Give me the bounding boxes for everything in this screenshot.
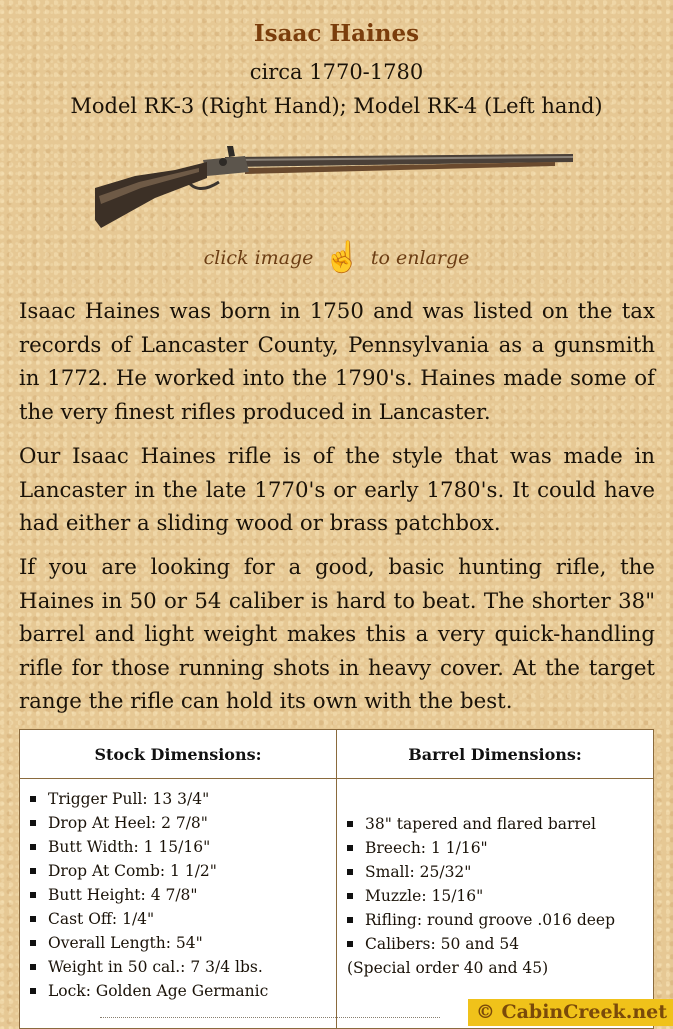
barrel-dimensions-cell (337, 779, 654, 1029)
rifle-image[interactable] (95, 140, 580, 235)
list-item: Breech: 1 1/16" (347, 836, 643, 860)
stock-dimensions-cell (20, 779, 337, 1029)
models-line: Model RK-3 (Right Hand); Model RK-4 (Left hand) (70, 94, 603, 118)
barrel-list (347, 812, 643, 956)
dimensions-table (19, 729, 654, 1029)
rifle-illustration (95, 140, 580, 235)
list-item: Rifling: round groove .016 deep (347, 908, 643, 932)
enlarge-text-after: to enlarge (370, 247, 470, 269)
stock-list (30, 787, 326, 1003)
list-item: Calibers: 50 and 54 (347, 932, 643, 956)
stock-dimensions-header: Stock Dimensions: (20, 730, 337, 779)
copyright-badge: © CabinCreek.net (468, 999, 673, 1026)
page-title: Isaac Haines (253, 20, 420, 47)
list-item: Lock: Golden Age Germanic (30, 979, 326, 1003)
enlarge-text-before: click image (203, 247, 314, 269)
list-item: Butt Width: 1 15/16" (30, 835, 326, 859)
list-item: Butt Height: 4 7/8" (30, 883, 326, 907)
special-order-note: (Special order 40 and 45) (347, 959, 549, 977)
paragraph-hunting: If you are looking for a good, basic hunting rifle, the Haines in 50 or 54 caliber is hard to beat. The shorter 38" barrel and light weight makes this a very quick-handling rifle for those running shots in heavy cover. At the target range the rifle can hold its own with the best. (19, 555, 655, 714)
enlarge-caption (0, 240, 673, 275)
paragraph-history: Isaac Haines was born in 1750 and was listed on the tax records of Lancaster County, Pennsylvania as a gunsmith in 1772. He worked into the 1790's. Haines made some of the very finest rifles produced in Lancaster. (19, 299, 655, 425)
list-item: Drop At Heel: 2 7/8" (30, 811, 326, 835)
circa-line: circa 1770-1780 (249, 60, 424, 84)
paragraph-style: Our Isaac Haines rifle is of the style that was made in Lancaster in the late 1770's or early 1780's. It could have had either a sliding wood or brass patchbox. (19, 444, 655, 536)
list-item: Drop At Comb: 1 1/2" (30, 859, 326, 883)
list-item: Small: 25/32" (347, 860, 643, 884)
list-item: Weight in 50 cal.: 7 3/4 lbs. (30, 955, 326, 979)
list-item: Muzzle: 15/16" (347, 884, 643, 908)
list-item: 38" tapered and flared barrel (347, 812, 643, 836)
list-item: Trigger Pull: 13 3/4" (30, 787, 326, 811)
list-item: Cast Off: 1/4" (30, 907, 326, 931)
cut-off-text-line (100, 1017, 440, 1024)
list-item: Overall Length: 54" (30, 931, 326, 955)
pointing-up-hand-icon: ☝ (323, 240, 361, 275)
barrel-dimensions-header: Barrel Dimensions: (337, 730, 654, 779)
